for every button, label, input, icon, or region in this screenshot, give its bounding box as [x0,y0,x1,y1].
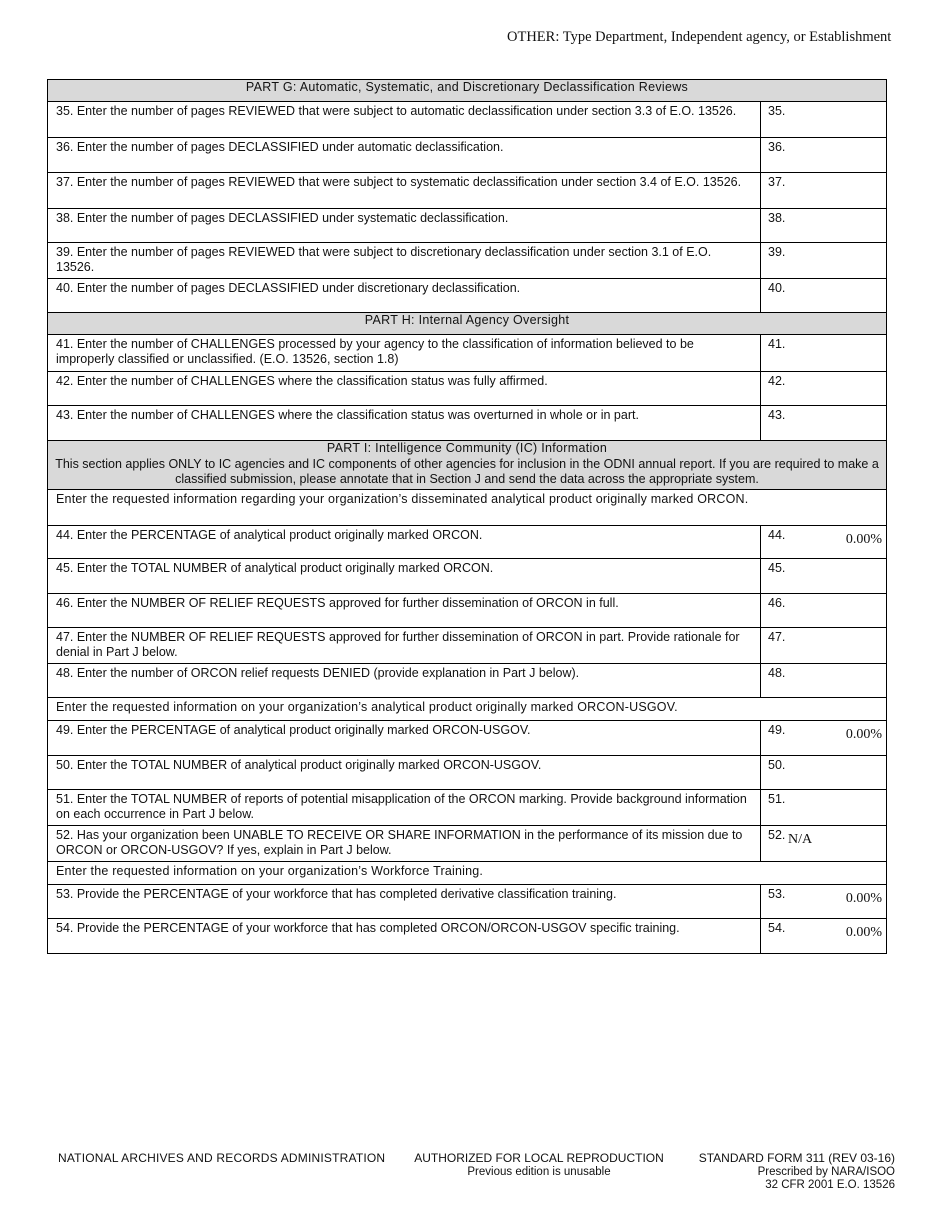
question-53: 53. Provide the PERCENTAGE of your workforce that has completed derivative classification training. [48,885,761,919]
footer-authorized: AUTHORIZED FOR LOCAL REPRODUCTION [414,1151,664,1165]
question-40: 40. Enter the number of pages DECLASSIFIED under discretionary declassification. [48,279,761,313]
footer-form-info [690,1152,895,1192]
footer-agency: NATIONAL ARCHIVES AND RECORDS ADMINISTRATION [58,1151,386,1165]
question-54: 54. Provide the PERCENTAGE of your workforce that has completed ORCON/ORCON-USGOV specific training. [48,919,761,954]
table-row [48,885,887,919]
answer-field-54[interactable]: 54. 0.00% [761,919,887,954]
table-row [48,102,887,138]
orcon-usgov-intro: Enter the requested information on your organization’s analytical product originally marked ORCON-USGOV. [48,698,887,721]
question-35: 35. Enter the number of pages REVIEWED that were subject to automatic declassification under section 3.3 of E.O. 13526. [48,102,761,138]
answer-value-49: 0.00% [845,727,883,742]
question-49: 49. Enter the PERCENTAGE of analytical product originally marked ORCON-USGOV. [48,721,761,756]
table-row [48,335,887,372]
orcon-intro: Enter the requested information regarding your organization’s disseminated analytical product originally marked ORCON. [48,490,887,526]
table-row [48,209,887,243]
footer-form-number: STANDARD FORM 311 (REV 03-16) [698,1151,895,1165]
footer-previous-edition: Previous edition is unusable [467,1165,611,1178]
part-h-header: PART H: Internal Agency Oversight [48,313,887,335]
training-intro: Enter the requested information on your organization’s Workforce Training. [48,862,887,885]
question-36: 36. Enter the number of pages DECLASSIFIED under automatic declassification. [48,138,761,173]
answer-field-42[interactable]: 42. [761,372,887,406]
answer-field-52[interactable]: 52. N/A [761,826,887,862]
question-41: 41. Enter the number of CHALLENGES processed by your agency to the classification of information believed to be improperly classified or unclassified. (E.O. 13526, section 1.8) [48,335,761,372]
answer-value-53: 0.00% [845,891,883,906]
answer-field-37[interactable]: 37. [761,173,887,209]
answer-value-52: N/A [788,832,813,847]
table-row [48,790,887,826]
footer-prescribed: Prescribed by NARA/ISOO [757,1165,895,1178]
answer-field-38[interactable]: 38. [761,209,887,243]
question-44: 44. Enter the PERCENTAGE of analytical product originally marked ORCON. [48,526,761,559]
part-i-note: This section applies ONLY to IC agencies and IC components of other agencies for inclusion in the ODNI annual report. If you are required to make a classified submission, please annotate that in Section J and send the data across the appropriate system. [55,456,879,487]
answer-field-41[interactable]: 41. [761,335,887,372]
part-i-title: PART I: Intelligence Community (IC) Information [326,441,608,455]
part-i-header [48,441,887,490]
answer-field-40[interactable]: 40. [761,279,887,313]
table-row [48,721,887,756]
table-row [48,628,887,664]
question-43: 43. Enter the number of CHALLENGES where the classification status was overturned in whole or in part. [48,406,761,441]
part-g-header: PART G: Automatic, Systematic, and Discretionary Declassification Reviews [48,80,887,102]
question-42: 42. Enter the number of CHALLENGES where the classification status was fully affirmed. [48,372,761,406]
answer-field-44[interactable]: 44. 0.00% [761,526,887,559]
question-47: 47. Enter the NUMBER OF RELIEF REQUESTS approved for further dissemination of ORCON in part. Provide rationale for denial in Part J below. [48,628,761,664]
table-row [48,594,887,628]
question-50: 50. Enter the TOTAL NUMBER of analytical product originally marked ORCON-USGOV. [48,756,761,790]
question-37: 37. Enter the number of pages REVIEWED that were subject to systematic declassification under section 3.4 of E.O. 13526. [48,173,761,209]
answer-value-54: 0.00% [845,925,883,940]
table-row [48,664,887,698]
answer-field-49[interactable]: 49. 0.00% [761,721,887,756]
answer-field-53[interactable]: 53. 0.00% [761,885,887,919]
table-row [48,756,887,790]
question-38: 38. Enter the number of pages DECLASSIFIED under systematic declassification. [48,209,761,243]
agency-type-note: OTHER: Type Department, Independent agency, or Establishment [507,29,892,45]
table-row [48,173,887,209]
question-52: 52. Has your organization been UNABLE TO RECEIVE OR SHARE INFORMATION in the performance of its mission due to ORCON or ORCON-USGOV? If yes, explain in Part J below. [48,826,761,862]
table-row [48,406,887,441]
table-row [48,279,887,313]
isoo-form-table [47,79,887,954]
footer-reproduction [413,1152,665,1179]
answer-field-47[interactable]: 47. [761,628,887,664]
answer-field-39[interactable]: 39. [761,243,887,279]
answer-value-44: 0.00% [845,532,883,547]
table-row [48,826,887,862]
table-row [48,559,887,594]
question-48: 48. Enter the number of ORCON relief requests DENIED (provide explanation in Part J below). [48,664,761,698]
answer-field-51[interactable]: 51. [761,790,887,826]
question-39: 39. Enter the number of pages REVIEWED that were subject to discretionary declassification under section 3.1 of E.O. 13526. [48,243,761,279]
table-row [48,526,887,559]
answer-field-50[interactable]: 50. [761,756,887,790]
question-46: 46. Enter the NUMBER OF RELIEF REQUESTS approved for further dissemination of ORCON in full. [48,594,761,628]
answer-field-46[interactable]: 46. [761,594,887,628]
answer-field-45[interactable]: 45. [761,559,887,594]
question-51: 51. Enter the TOTAL NUMBER of reports of potential misapplication of the ORCON marking. Provide background information on each occurrence in Part J below. [48,790,761,826]
table-row [48,138,887,173]
table-row [48,243,887,279]
answer-field-43[interactable]: 43. [761,406,887,441]
answer-field-48[interactable]: 48. [761,664,887,698]
question-45: 45. Enter the TOTAL NUMBER of analytical product originally marked ORCON. [48,559,761,594]
table-row [48,372,887,406]
footer-cfr: 32 CFR 2001 E.O. 13526 [765,1179,895,1192]
answer-field-35[interactable]: 35. [761,102,887,138]
answer-field-36[interactable]: 36. [761,138,887,173]
table-row [48,919,887,954]
